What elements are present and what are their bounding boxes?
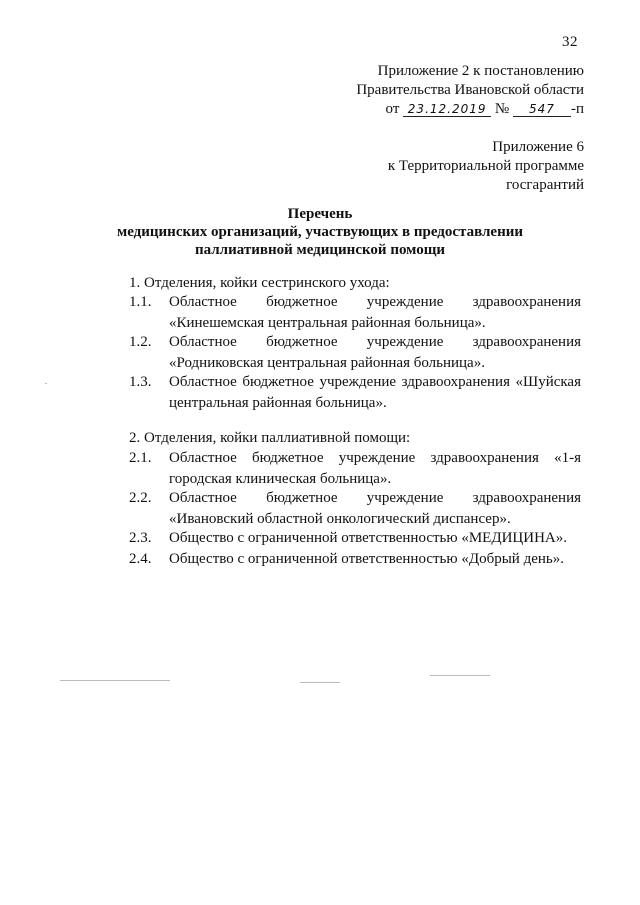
item-text: Областное бюджетное учреждение здравоохранения «1-я городская клиническая больница». <box>169 450 581 487</box>
section-heading-1: 1. Отделения, койки сестринского ухода: <box>129 275 390 291</box>
title-line3: паллиативной медицинской помощи <box>194 242 446 258</box>
appendix-2-date-line <box>356 100 584 119</box>
list-item <box>129 549 581 570</box>
list-item <box>129 372 581 414</box>
item-number: 2.1. <box>129 450 152 466</box>
item-number: 1.3. <box>129 374 152 390</box>
page-number: 32 <box>562 34 578 50</box>
appendix-6-header <box>388 138 584 195</box>
item-text: Областное бюджетное учреждение здравоохранения «Родниковская центральная районная больница». <box>169 334 581 371</box>
list-item <box>129 332 581 374</box>
appendix-6-line3: госгарантий <box>506 177 584 193</box>
item-number: 2.2. <box>129 490 152 506</box>
title-line2: медицинских организаций, участвующих в предоставлении <box>116 224 523 240</box>
item-text: Областное бюджетное учреждение здравоохранения «Шуйская центральная районная больница». <box>169 374 581 411</box>
item-number: 1.1. <box>129 294 152 310</box>
scan-artifact <box>60 680 170 681</box>
section-heading-2: 2. Отделения, койки паллиативной помощи: <box>129 430 411 446</box>
list-item <box>129 448 581 490</box>
item-text: Областное бюджетное учреждение здравоохранения «Кинешемская центральная районная больница». <box>169 294 581 331</box>
scan-artifact <box>430 675 490 676</box>
title-line1: Перечень <box>287 206 353 222</box>
number-label: № <box>494 101 510 117</box>
handwritten-date: 23.12.2019 <box>403 102 491 117</box>
appendix-2-header <box>356 62 584 119</box>
item-number: 1.2. <box>129 334 152 350</box>
item-text: Общество с ограниченной ответственностью «Добрый день». <box>169 551 564 567</box>
item-number: 2.3. <box>129 530 152 546</box>
item-text: Областное бюджетное учреждение здравоохранения «Ивановский областной онкологический диспансер». <box>169 490 581 527</box>
appendix-6-line1: Приложение 6 <box>492 139 584 155</box>
list-item <box>129 488 581 530</box>
list-item <box>129 292 581 334</box>
document-title <box>0 205 640 259</box>
handwritten-number: 547 <box>513 102 571 117</box>
list-item <box>129 528 581 549</box>
appendix-6-line2: к Территориальной программе <box>387 158 584 174</box>
number-suffix: -п <box>570 101 584 117</box>
appendix-2-line2: Правительства Ивановской области <box>356 82 584 98</box>
appendix-2-line1: Приложение 2 к постановлению <box>377 63 584 79</box>
item-text: Общество с ограниченной ответственностью «МЕДИЦИНА». <box>169 530 567 546</box>
item-number: 2.4. <box>129 551 152 567</box>
scan-artifact <box>45 383 47 384</box>
from-label: от <box>385 101 400 117</box>
scan-artifact <box>300 682 340 683</box>
